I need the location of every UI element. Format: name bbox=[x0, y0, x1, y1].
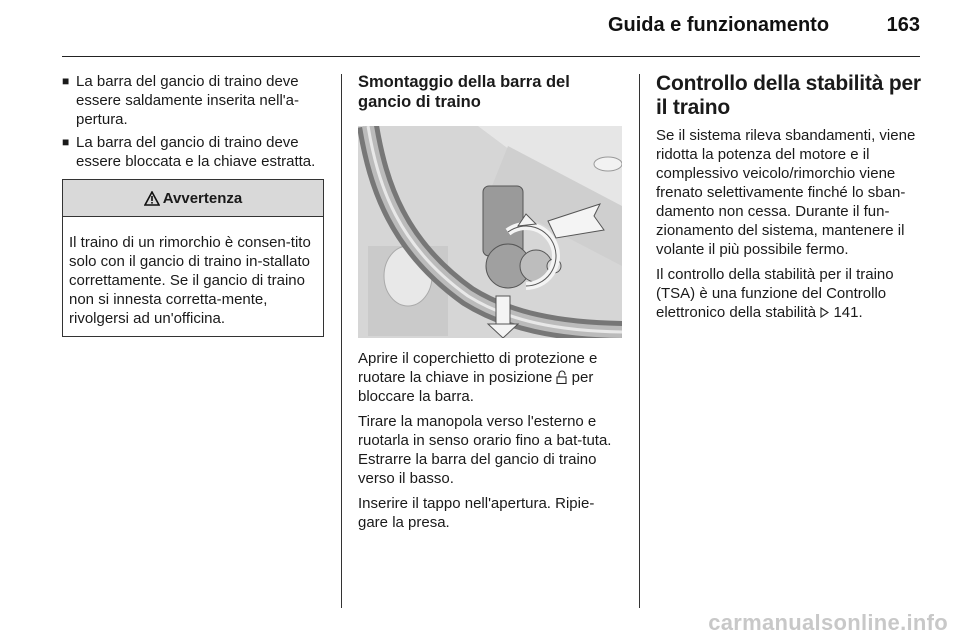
warning-header bbox=[63, 180, 323, 217]
paragraph: Inserire il tappo nell'apertura. Ripie-gare la presa. bbox=[358, 495, 595, 531]
column-divider-1 bbox=[341, 74, 342, 608]
header-title: Guida e funzionamento bbox=[607, 14, 830, 36]
page-number: 163 bbox=[886, 14, 920, 36]
paragraph: Se il sistema rileva sbandamenti, viene ridotta la potenza del motore e il complessivo veicolo/rimorchio viene frenato selettivamente finché lo sban-damento non cessa. Durante il fun-zionamento del sistema, mantenere il volante il più possibile fermo. bbox=[656, 127, 916, 258]
warning-box bbox=[62, 179, 324, 337]
warning-text: Il traino di un rimorchio è consen-tito solo con il gancio di traino in-stallato correttamente. Se il gancio di traino non si innesta corretta-mente, rivolgersi ad un'officina. bbox=[69, 234, 311, 327]
page-header bbox=[608, 14, 920, 37]
paragraph: Tirare la manopola verso l'esterno e ruotarla in senso orario fino a bat-tuta. Estrarre la barra del gancio di traino verso il basso. bbox=[358, 413, 612, 487]
paragraph: Aprire il coperchietto di protezione e ruotare la chiave in posizione per bloccare la barra. bbox=[358, 350, 598, 405]
left-column bbox=[62, 72, 324, 337]
bullet-square-icon: ■ bbox=[62, 135, 70, 149]
header-rule bbox=[62, 56, 920, 57]
list-item bbox=[62, 72, 324, 129]
page-reference[interactable]: 141. bbox=[833, 304, 863, 321]
list-item bbox=[62, 133, 324, 171]
unlocked-padlock-icon bbox=[556, 370, 567, 384]
column-divider-2 bbox=[639, 74, 640, 608]
right-column bbox=[656, 72, 922, 328]
section-title: Smontaggio della barra del gancio di traino bbox=[358, 73, 570, 111]
page-reference-arrow-icon bbox=[820, 307, 829, 318]
bullet-square-icon: ■ bbox=[62, 74, 70, 88]
section-heading: Controllo della stabilità per il traino bbox=[656, 72, 921, 119]
warning-title: Avvertenza bbox=[162, 189, 243, 207]
watermark: carmanualsonline.info bbox=[708, 610, 948, 635]
bullet-text: La barra del gancio di traino deve essere saldamente inserita nell'a-pertura. bbox=[76, 73, 299, 128]
bullet-text: La barra del gancio di traino deve essere bloccata e la chiave estratta. bbox=[76, 134, 316, 170]
paragraph: Il controllo della stabilità per il traino (TSA) è una funzione del Controllo elettronico della stabilità 141. bbox=[656, 266, 894, 321]
tow-bar-illustration bbox=[358, 126, 622, 338]
middle-column bbox=[358, 72, 624, 538]
warning-triangle-icon bbox=[144, 191, 160, 206]
